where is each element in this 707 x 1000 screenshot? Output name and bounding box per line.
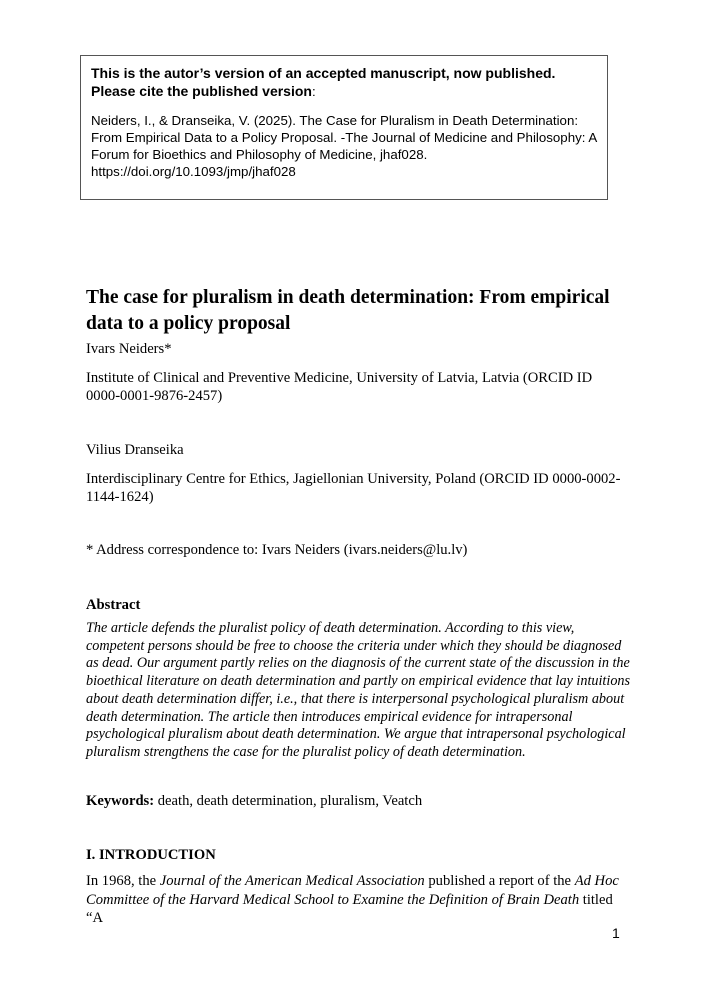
abstract-text: The article defends the pluralist policy of death determination. According to this view, competent persons should be free to choose the criteria under which they should be diagnosed as dead. Our argument partly relies on the diagnosis of the current state of the discussion in the bioethical literature on death determination and partly on empirical evidence that lay intuitions about death determination differ, i.e., that there is interpersonal psychological pluralism about death determination. The article then introduces empirical evidence for intrapersonal psychological pluralism about death determination. We argue that intrapersonal psychological pluralism strengthens the case for the pluralist policy of death determination. xyxy=(86,620,631,760)
correspondence-note: * Address correspondence to: Ivars Neiders (ivars.neiders@lu.lv) xyxy=(86,542,468,558)
notice-line-1: This is the autor’s version of an accepted manuscript, now published. xyxy=(91,65,556,81)
keywords-label: Keywords: xyxy=(86,793,155,809)
notice-colon: : xyxy=(311,84,316,99)
introduction-paragraph xyxy=(86,872,631,928)
paper-title: The case for pluralism in death determination: From empirical data to a policy proposal xyxy=(86,287,610,334)
introduction-heading: I. INTRODUCTION xyxy=(86,847,216,863)
intro-committee-name: Ad Hoc Committee of the Harvard Medical School to Examine the Definition of Brain Death xyxy=(86,873,619,908)
author-1-name: Ivars Neiders* xyxy=(86,341,172,357)
notice-line-2 xyxy=(91,82,597,100)
author-2-affiliation: Interdisciplinary Centre for Ethics, Jagiellonian University, Poland (ORCID ID 0000-0002-1144-1624) xyxy=(86,471,621,505)
keywords-list: death, death determination, pluralism, Veatch xyxy=(154,793,423,809)
notice-cite-instruction: Please cite the published version xyxy=(91,83,312,99)
page-number: 1 xyxy=(612,925,620,941)
keywords-line xyxy=(86,792,626,810)
intro-part-1: In 1968, the xyxy=(86,873,160,889)
intro-journal-name: Journal of the American Medical Association xyxy=(159,873,425,889)
abstract-heading: Abstract xyxy=(86,597,141,613)
published-citation: Neiders, I., & Dranseika, V. (2025). The Case for Pluralism in Death Determination: From Empirical Data to a Policy Proposal. -The Journal of Medicine and Philosophy: A Forum for Bioethics and Philosophy of Medicine, jhaf028. https://doi.org/10.1093/jmp/jhaf028 xyxy=(91,113,597,179)
author-1-affiliation: Institute of Clinical and Preventive Medicine, University of Latvia, Latvia (ORCID ID 0000-0001-9876-2457) xyxy=(86,370,593,404)
author-2-name: Vilius Dranseika xyxy=(86,442,184,458)
citation-notice-box xyxy=(80,55,608,200)
intro-part-3: titled “A xyxy=(86,891,613,926)
intro-part-2: published a report of the xyxy=(424,873,575,889)
